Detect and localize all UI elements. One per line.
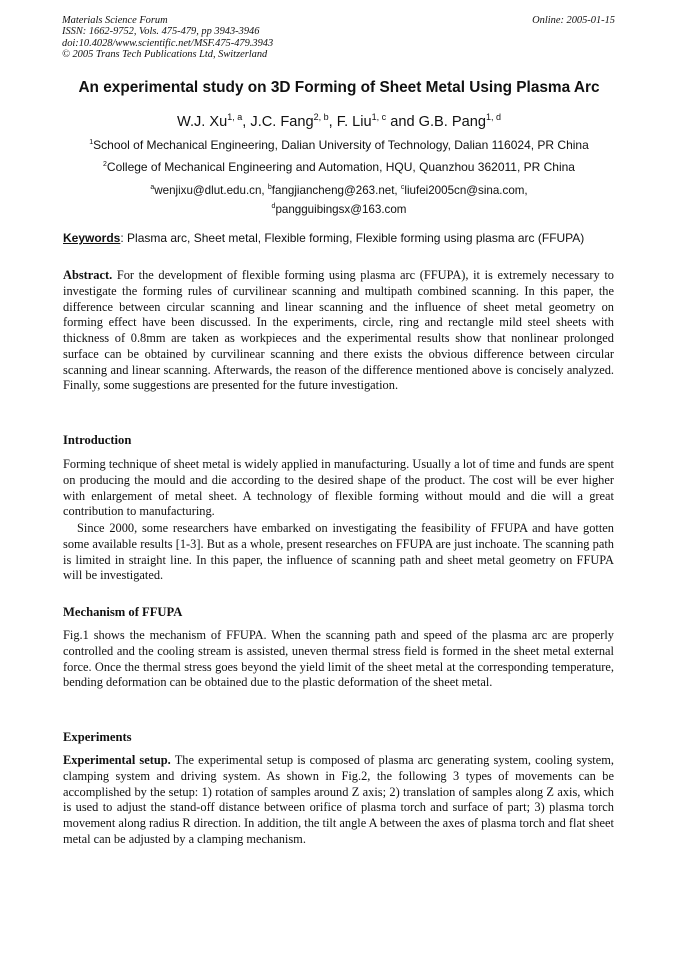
email-a[interactable]: wenjixu@dlut.edu.cn, — [154, 184, 265, 197]
affiliation-mark: 2 — [103, 161, 107, 168]
experimental-setup-text: The experimental setup is composed of plasma arc generating system, cooling system, clamping system and driving system. As shown in Fig.2, the following 3 types of movements can be accomplished by the setup: 1) rotation of samples around Z axis; 2) translation of samples along Z axis, which is used to adjust the stand-off distance between orifice of plasma torch and surface of part; 3) plasma torch movement along radius R direction. In addition, the tilt angle A between the axes of plasma torch and flat sheet metal can be adjusted by a clamping mechanism. — [63, 753, 614, 846]
journal-copyright: © 2005 Trans Tech Publications Ltd, Switzerland — [62, 49, 268, 61]
author-affil-mark: 1, c — [371, 112, 387, 122]
author-affil-mark: 1, d — [486, 112, 502, 122]
experimental-setup-paragraph — [63, 753, 614, 848]
author-name: F. Liu — [336, 114, 372, 130]
online-date: Online: 2005-01-15 — [532, 15, 615, 26]
email-b[interactable]: fangjiancheng@263.net, — [271, 184, 398, 197]
introduction-paragraph-2: Since 2000, some researchers have embarked on investigating the feasibility of FFUPA and have gotten some available results [1-3]. But as a whole, present researches on FFUPA are just inchoate. The scanning path is limited in straight line. In this paper, the influence of scanning path and sheet metal geometry on FFUPA will be investigated. — [63, 521, 614, 583]
abstract-text: For the development of flexible forming using plasma arc (FFUPA), it is extremely necessary to investigate the forming rules of curvilinear scanning and multipath combined scanning. In this paper, the difference between circular scanning and linear scanning and the influence of sheet metal geometry on forming effect have been discussed. In the experiments, circle, ring and rectangle mild steel sheets with thickness of 0.8mm are taken as workpieces and the experimental results show that nonlinear prolonged surface can be obtained by curvilinear scanning and there exists the obvious difference between circular scanning and linear scanning. Afterwards, the reason of the difference mentioned above is concisely analyzed. Finally, some suggestions are presented for the future investigation. — [63, 268, 614, 393]
author-name: G.B. Pang — [418, 114, 486, 130]
author-separator: and — [386, 114, 419, 130]
author-affil-mark: 2, b — [313, 112, 329, 122]
experimental-setup-label: Experimental setup. — [63, 753, 171, 767]
abstract-paragraph — [63, 268, 614, 394]
paper-title: An experimental study on 3D Forming of Sheet Metal Using Plasma Arc — [78, 79, 600, 96]
author-list — [0, 112, 678, 130]
journal-issn: ISSN: 1662-9752, Vols. 475-479, pp 3943-3946 — [62, 26, 260, 38]
mechanism-paragraph: Fig.1 shows the mechanism of FFUPA. When the scanning path and speed of the plasma arc are properly controlled and the cooling stream is assisted, uneven thermal stress field is formed in the sheet metal external force. Once the thermal stress goes beyond the yield limit of the sheet metal at the corresponding temperature, bending deformation can be obtained due to the plastic deformation of the sheet metal. — [63, 628, 614, 690]
author-separator: , — [242, 114, 251, 130]
journal-name: Materials Science Forum — [62, 15, 168, 26]
email-c[interactable]: liufei2005cn@sina.com, — [404, 184, 528, 197]
journal-header — [62, 15, 273, 61]
journal-doi: doi:10.4028/www.scientific.net/MSF.475-479.3943 — [62, 37, 274, 49]
keywords-label: Keywords — [63, 231, 121, 245]
affiliation-mark: 1 — [89, 139, 94, 146]
author-name: W.J. Xu — [176, 114, 228, 130]
author-separator: , — [328, 114, 337, 130]
affiliation-text: School of Mechanical Engineering, Dalian University of Technology, Dalian 116024, PR China — [93, 138, 589, 152]
author-name: J.C. Fang — [250, 114, 314, 130]
keywords-line: Keywords: Plasma arc, Sheet metal, Flexible forming, Flexible forming using plasma arc (FFUPA) — [63, 231, 585, 245]
affiliation-2 — [0, 160, 678, 174]
introduction-paragraph-1: Forming technique of sheet metal is widely applied in manufacturing. Usually a lot of time and funds are spent on producing the mould and die according to the desired shape of the product. The cost will be ever higher with enlargement of metal sheet. A technology of flexible forming without mould and die will a great contribution to manufacturing. — [63, 457, 614, 519]
keywords-text: Plasma arc, Sheet metal, Flexible forming, Flexible forming using plasma arc (FFUPA) — [127, 231, 585, 245]
author-affil-mark: 1, a — [227, 112, 243, 122]
affiliation-text: College of Mechanical Engineering and Automation, HQU, Quanzhou 362011, PR China — [106, 160, 575, 174]
mechanism-heading: Mechanism of FFUPA — [63, 605, 183, 619]
author-emails: $^a$wenjixu@dlut.edu.cn, $^b$fangjiancheng@263.net, $^c$liufei2005cn@sina.com, $^d$pangguibingsx@163.com — [150, 184, 528, 216]
affiliation-1 — [0, 138, 678, 152]
experiments-heading: Experiments — [63, 730, 132, 744]
introduction-heading: Introduction — [63, 433, 132, 447]
email-d[interactable]: pangguibingsx@163.com — [275, 202, 407, 216]
abstract-label: Abstract. — [63, 268, 113, 282]
